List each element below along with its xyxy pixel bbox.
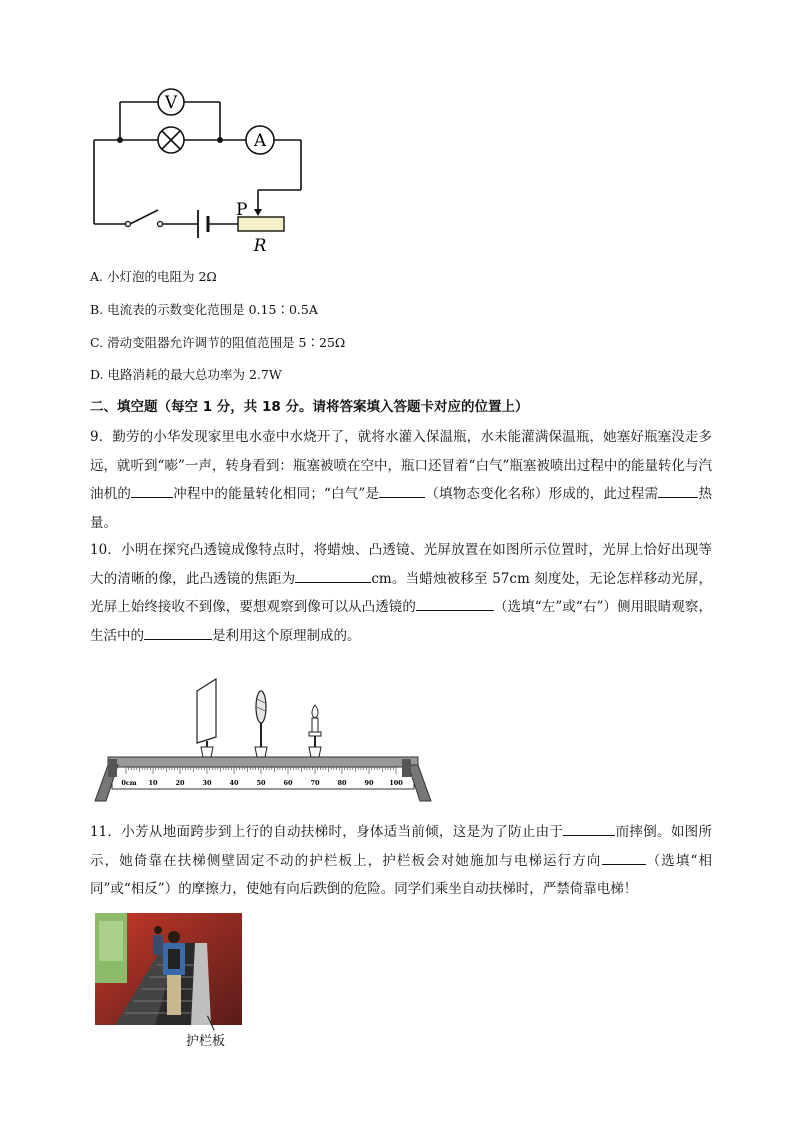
q9-text-2: 冲程中的能量转化相同；“白气”是: [173, 486, 380, 502]
q11-text-1: 11．小芳从地面跨步到上行的自动扶梯时，身体适当前倾，这是为了防止由于: [90, 824, 564, 840]
slider-label: P: [236, 200, 248, 220]
q10-text-3: （选填“左”或“右”）侧用眼睛观察，生活中的: [90, 599, 712, 644]
question-11: [90, 818, 712, 904]
tick-label: 70: [310, 779, 320, 787]
q10-text-1: 10．小明在探究凸透镜成像特点时，将蜡烛、凸透镜、光屏放置在如图所示位置时，光屏上恰好出现等大的清晰的像，此凸透镜的焦距为: [90, 542, 712, 587]
answer-blank[interactable]: [563, 821, 615, 836]
answer-blank[interactable]: [144, 625, 212, 640]
question-9: [90, 423, 712, 537]
answer-blank[interactable]: [379, 483, 425, 498]
answer-blank[interactable]: [416, 596, 494, 611]
circuit-diagram: [88, 82, 313, 257]
q10-text-4: 是利用这个原理制成的。: [212, 627, 361, 644]
section-heading: 二、填空题（每空 1 分，共 18 分。请将答案填入答题卡对应的位置上）: [90, 399, 529, 415]
answer-blank[interactable]: [602, 850, 646, 865]
ammeter-label: A: [253, 131, 267, 151]
convex-lens: [255, 691, 267, 757]
tick-label: 30: [202, 779, 212, 787]
tick-label: 10: [148, 779, 158, 787]
q9-text-4: 热量。: [90, 486, 713, 531]
q11-text-2: 而摔倒。如图所示，她倚靠在扶梯侧壁固定不动的护栏板上，护栏板会对她施加与电梯运行方向: [90, 824, 712, 869]
option-b: B. 电流表的示数变化范围是 0.15∶0.5A: [90, 302, 318, 317]
answer-blank[interactable]: [131, 483, 173, 498]
voltmeter-label: V: [164, 93, 178, 113]
tick-label: 40: [229, 779, 239, 787]
tick-label: 0cm: [121, 779, 137, 787]
tick-label: 100: [389, 779, 403, 787]
option-a: A. 小灯泡的电阻为 2Ω: [90, 269, 217, 284]
light-screen: [197, 679, 216, 757]
candle: [309, 705, 321, 757]
q9-text-1: 9．勤劳的小华发现家里电水壶中水烧开了，就将水灌入保温瓶，水未能灌满保温瓶，她塞好瓶塞没走多远，就听到“嘭”一声，转身看到：瓶塞被喷在空中，瓶口还冒着“白气”瓶塞被喷出过程中的能量转化与汽油机的: [90, 429, 712, 502]
option-c: C. 滑动变阻器允许调节的阻值范围是 5∶25Ω: [90, 335, 346, 350]
option-d: D. 电路消耗的最大总功率为 2.7W: [90, 367, 282, 382]
answer-blank[interactable]: [658, 483, 698, 498]
rheostat-label: R: [253, 236, 267, 256]
q9-text-3: （填物态变化名称）形成的，此过程需: [425, 486, 659, 502]
tick-label: 20: [175, 779, 185, 787]
question-10: [90, 536, 712, 650]
answer-blank[interactable]: [295, 568, 371, 583]
escalator-photo: [95, 913, 242, 1025]
tick-label: 80: [337, 779, 347, 787]
tick-label: 90: [364, 779, 374, 787]
tick-label: 60: [283, 779, 293, 787]
q10-text-2: cm。当蜡烛被移至 57cm 刻度处，无论怎样移动光屏，光屏上始终接收不到像，要想观察到像可以从凸透镜的: [90, 570, 712, 615]
optical-bench-diagram: [90, 675, 435, 805]
q11-text-3: （选填“相同”或“相反”）的摩擦力，使她有向后跌倒的危险。同学们乘坐自动扶梯时，严禁倚靠电梯！: [90, 852, 713, 897]
tick-label: 50: [256, 779, 266, 787]
photo-caption: 护栏板: [186, 1034, 226, 1049]
